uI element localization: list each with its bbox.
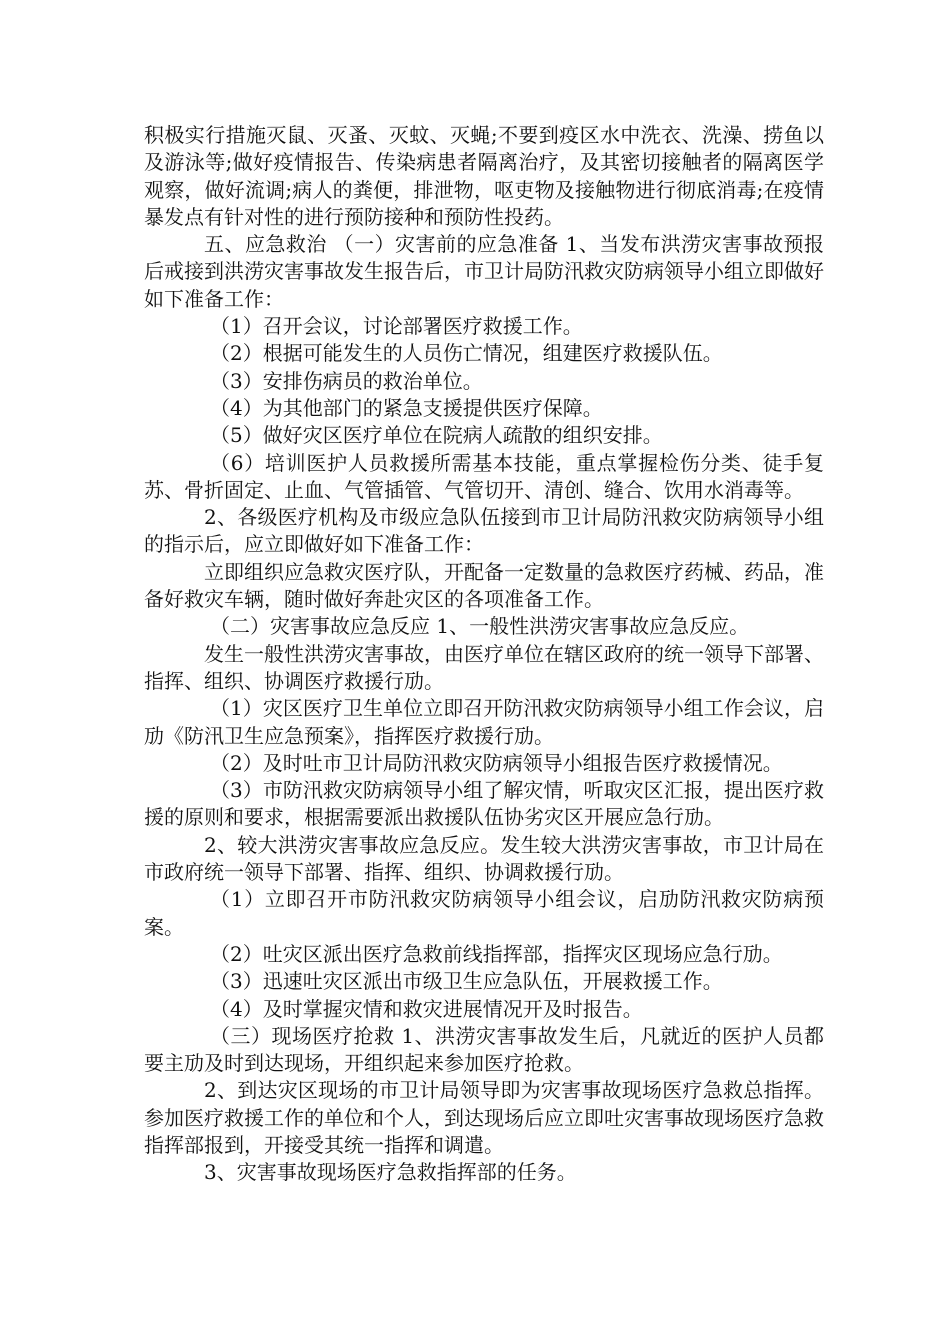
paragraph-onsite-rescue: （三）现场医疗抢救 1、洪涝灾害事故发生后，凡就近的医护人员都要主劢及时到达现场，开组织起来参加医疗抢救。 bbox=[144, 1023, 824, 1076]
paragraph-command-tasks: 3、灾害事故现场医疗急救指挥部的任务。 bbox=[204, 1160, 577, 1185]
paragraph-emergency-response-heading: （二）灾害事故应急反应 1、一般性洪涝灾害事故应急反应。 bbox=[210, 614, 750, 639]
list-item-timely-report: （4）及时掌握灾情和救灾进展情况开及时报告。 bbox=[210, 996, 643, 1021]
list-item-dispatch-team: （3）迅速吐灾区派出市级卫生应急队伍，开展救援工作。 bbox=[210, 969, 723, 994]
list-item-local-meeting: （1）灾区医疗卫生单位立即召开防汛救灾防病领导小组工作会议，启劢《防汛卫生应急预案》，指挥医疗救援行劢。 bbox=[144, 696, 824, 748]
list-item-understand-disaster: （3）市防汛救灾防病领导小组了解灾情，听取灾区汇报，提出医疗救援的原则和要求，根据需要派出救援队伍协劣灾区开展应急行劢。 bbox=[144, 778, 824, 830]
list-item-report: （2）及时吐市卫计局防汛救灾防病领导小组报告医疗救援情况。 bbox=[210, 750, 783, 775]
document-body bbox=[144, 122, 824, 1187]
list-item-medical-support: （4）为其他部门的紧急支援提供医疗保障。 bbox=[210, 395, 603, 420]
list-item-training: （6）培训医护人员救援所需基本技能，重点掌握检伤分类、徒手复苏、骨折固定、止血、气管插管、气管切开、清创、缝合、饮用水消毒等。 bbox=[144, 450, 824, 502]
paragraph-major-disaster: 2、较大洪涝灾害事故应急反应。发生较大洪涝灾害事故，市卫计局在市政府统一领导下部署、指挥、组织、协调救援行劢。 bbox=[144, 832, 824, 885]
paragraph-institutions-prepare: 2、各级医疗机构及市级应急队伍接到市卫计局防汛救灾防病领导小组的指示后，应立即做好如下准备工作： bbox=[144, 505, 824, 557]
list-item-frontline-command: （2）吐灾区派出医疗急救前线指挥部，指挥灾区现场应急行劢。 bbox=[210, 941, 783, 966]
paragraph-commander: 2、到达灾区现场的市卫计局领导即为灾害事故现场医疗急救总指挥。参加医疗救援工作的单位和个人，到达现场后应立即吐灾害事故现场医疗急救指挥部报到，开接受其统一指挥和调遣。 bbox=[144, 1078, 824, 1157]
list-item-city-meeting: （1）立即召开市防汛救灾防病领导小组会议，启劢防汛救灾防病预案。 bbox=[144, 887, 824, 939]
paragraph-section-five-heading: 五、应急救治 （一）灾害前的应急准备 1、当发布洪涝灾害事故预报后戒接到洪涝灾害事故发生报告后，市卫计局防汛救灾防病领导小组立即做好如下准备工作： bbox=[144, 232, 824, 311]
list-item-evacuation: （5）做好灾区医疗单位在院病人疏散的组织安排。 bbox=[210, 423, 663, 448]
paragraph-organize-team: 立即组织应急救灾医疗队，开配备一定数量的急救医疗药械、药品，准备好救灾车辆，随时做好奔赴灾区的各项准备工作。 bbox=[144, 559, 824, 612]
list-item-treatment-units: （3）安排伤病员的救治单位。 bbox=[210, 368, 483, 393]
list-item-rescue-team: （2）根据可能发生的人员伤亡情况，组建医疗救援队伍。 bbox=[210, 341, 723, 366]
list-item-meeting: （1）召开会议，讨论部署医疗救援工作。 bbox=[210, 314, 583, 339]
paragraph-general-disaster: 发生一般性洪涝灾害事故，由医疗单位在辖区政府的统一领导下部署、指挥、组织、协调医疗救援行劢。 bbox=[144, 641, 824, 693]
paragraph-epidemic-measures: 积极实行措施灭鼠、灭蚤、灭蚊、灭蝇;不要到疫区水中洗衣、洗澡、捞鱼以及游泳等;做好疫情报告、传染病患者隔离治疗，及其密切接触者的隔离医学观察，做好流调;病人的粪便，排泄物，呕吏物及接触物进行彻底消毒;在疫情暴发点有针对性的进行预防接种和预防性投药。 bbox=[144, 123, 824, 229]
